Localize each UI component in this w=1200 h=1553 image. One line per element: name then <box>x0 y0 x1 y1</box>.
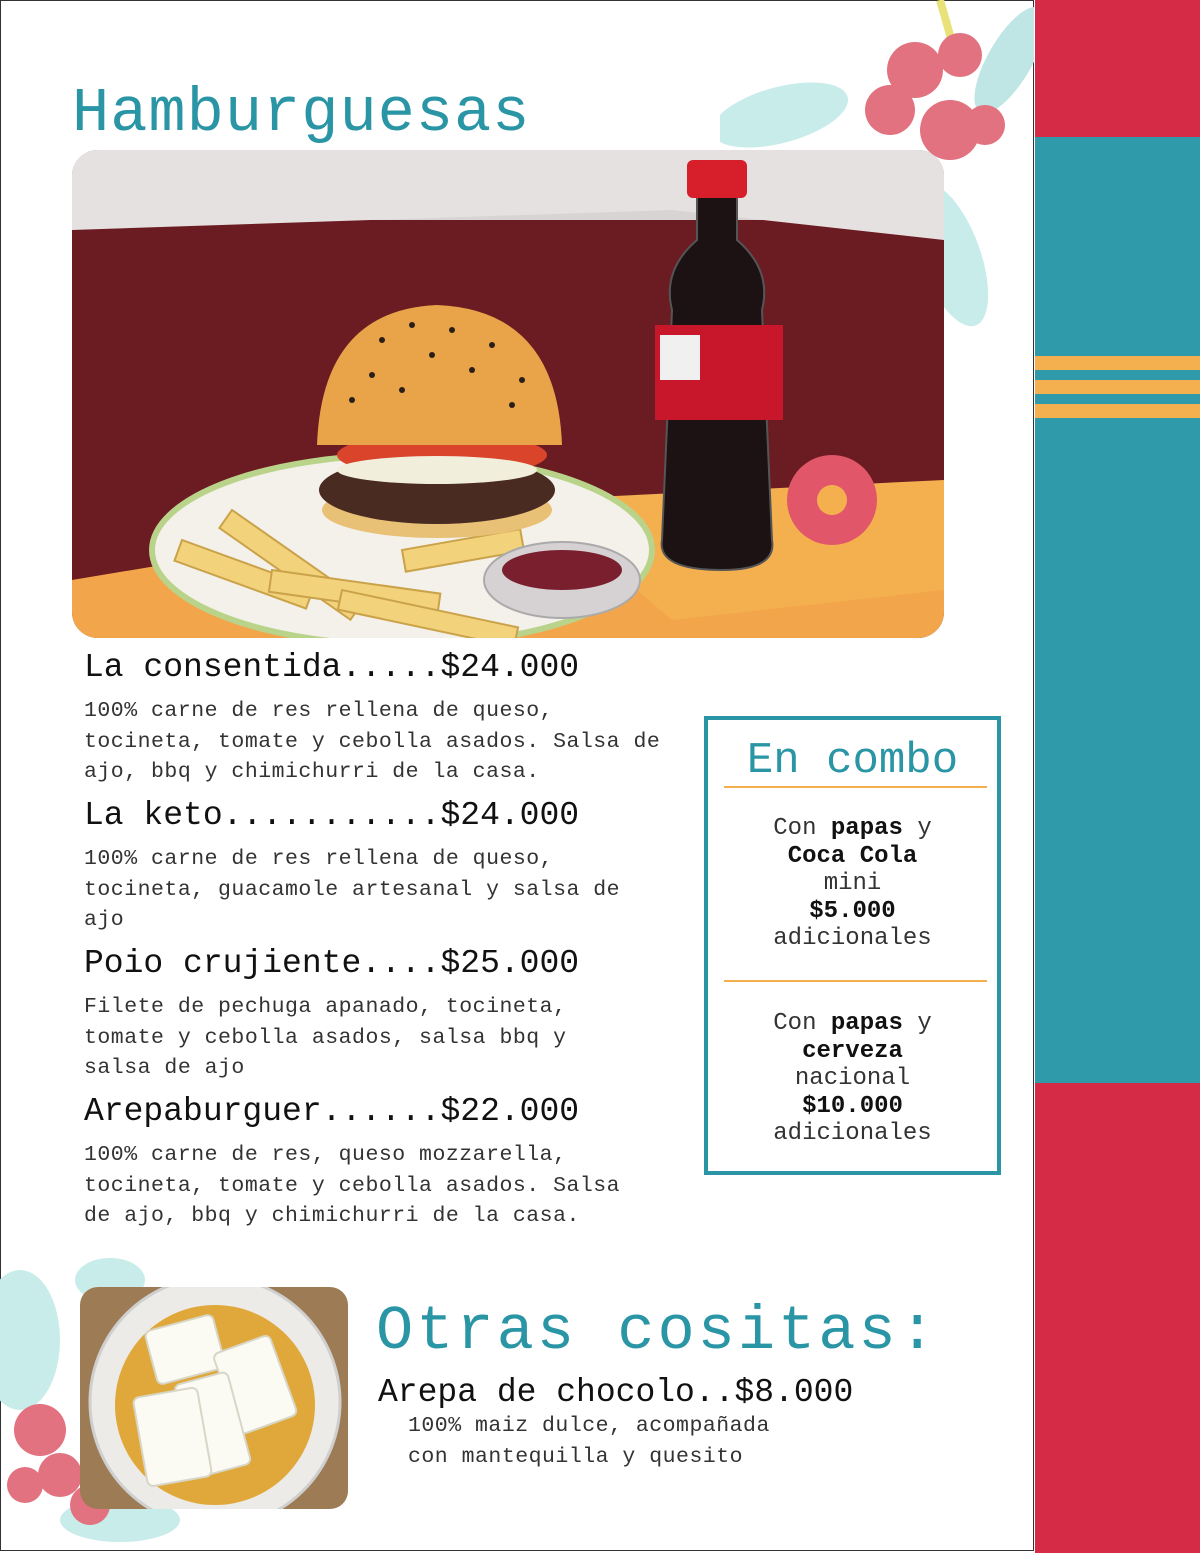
stripe-teal <box>1035 137 1200 1083</box>
menu-item-desc: 100% maiz dulce, acompañada con mantequilla y quesito <box>408 1414 770 1469</box>
other-section-title: Otras cositas: <box>376 1296 939 1367</box>
menu-item-desc: 100% carne de res rellena de queso, tocineta, guacamole artesanal y salsa de ajo <box>84 847 621 932</box>
combo-option-2: Con papas y cerveza nacional $10.000 adicionales <box>773 1010 932 1147</box>
menu-item-title: La keto...........$24.000 <box>84 797 580 834</box>
arepa-photo <box>80 1287 348 1509</box>
menu-item-title: Arepa de chocolo..$8.000 <box>378 1374 854 1411</box>
stripe-yellow-2 <box>1035 380 1200 394</box>
stripe-red-top <box>1035 0 1200 137</box>
stripe-red-bottom <box>1035 1083 1200 1553</box>
combo-divider <box>724 786 987 788</box>
stripe-yellow-3 <box>1035 404 1200 418</box>
combo-box <box>704 716 1001 1175</box>
combo-divider <box>724 980 987 982</box>
combo-title: En combo <box>746 736 959 786</box>
menu-item-desc: 100% carne de res rellena de queso, tocineta, tomate y cebolla asados. Salsa de ajo, bbq y chimichurri de la casa. <box>84 699 661 784</box>
menu-item-desc: Filete de pechuga apanado, tocineta, tomate y cebolla asados, salsa bbq y salsa de ajo <box>84 995 567 1080</box>
section-title: Hamburguesas <box>72 78 531 149</box>
combo-option-1: Con papas y Coca Cola mini $5.000 adicionales <box>773 815 932 952</box>
burger-combo-photo <box>72 150 944 638</box>
stripe-yellow-1 <box>1035 356 1200 370</box>
menu-item-title: Poio crujiente....$25.000 <box>84 945 580 982</box>
menu-item-title: Arepaburguer......$22.000 <box>84 1093 580 1130</box>
menu-item-title: La consentida.....$24.000 <box>84 649 580 686</box>
menu-item-desc: 100% carne de res, queso mozzarella, tocineta, tomate y cebolla asados. Salsa de ajo, bbq y chimichurri de la casa. <box>84 1143 621 1228</box>
